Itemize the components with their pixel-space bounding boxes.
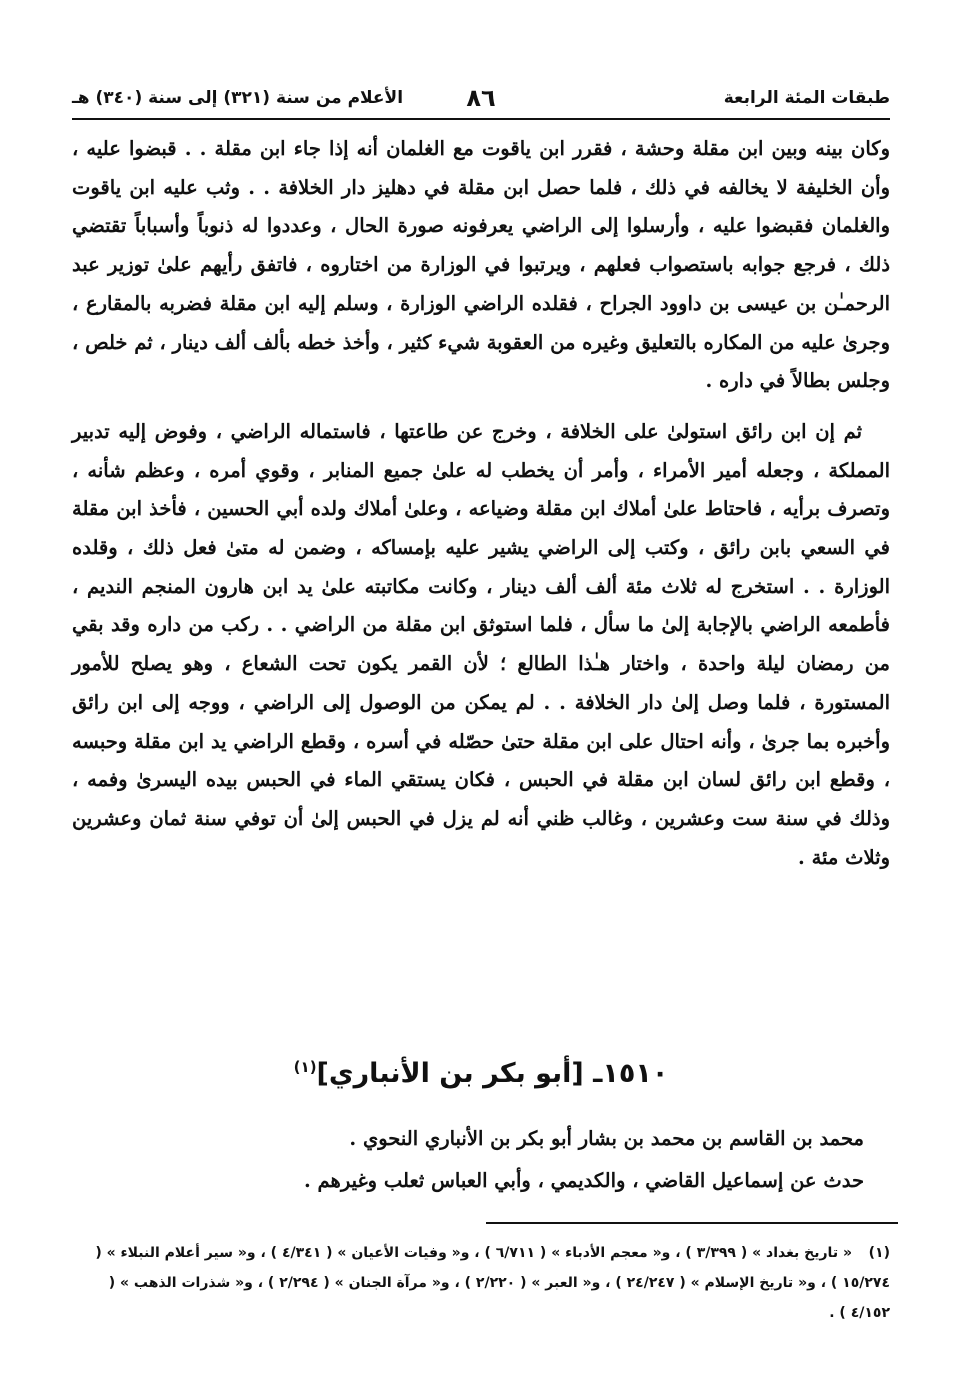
page-number: ٨٦ xyxy=(466,84,496,112)
main-text xyxy=(72,130,890,877)
footnote-divider xyxy=(486,1222,898,1224)
paragraph: وكان بينه وبين ابن مقلة وحشة ، فقرر ابن ياقوت مع الغلمان أنه إذا جاء ابن مقلة . . قبضوا عليه ، وأن الخليفة لا يخالفه في ذلك ، فلما حصل ابن مقلة في دهليز دار الخلافة . . وثب عليه ابن ياقوت والغلمان فقبضوا عليه ، وأرسلوا إلى الراضي يعرفونه صورة الحال ، وعددوا له ذنوباً وأسباباً تقتضي ذلك ، فرجع جوابه باستصواب فعلهم ، ويرتبوا في الوزارة من اختاروه ، فاتفق رأيهم علىٰ توزير عبد الرحمـٰن بن عيسى بن داوود الجراح ، فقلده الراضي الوزارة ، وسلم إليه ابن مقلة فضربه بالمقارع ، وجرىٰ عليه من المكاره بالتعليق وغيره من العقوبة شيء كثير ، وأخذ خطه بألف ألف دينار ، ثم خلص ، وجلس بطالاً في داره . xyxy=(71,137,890,393)
header-section-title: الأعلام من سنة (٣٢١) إلى سنة (٣٤٠) هـ xyxy=(72,88,404,108)
footnotes xyxy=(72,1238,890,1328)
entry-body xyxy=(72,1118,864,1202)
entry-heading xyxy=(72,1058,890,1089)
footnote-number: (١) xyxy=(868,1245,890,1261)
header-book-title: طبقات المئة الرابعة xyxy=(723,88,890,108)
footnote-text: « تاريخ بغداد » ( ٣/٣٩٩ ) ، و« معجم الأدباء » ( ٦/٧١١ ) ، و« وفيات الأعيان » ( ٤/٣٤١ ) ، و« سير أعلام النبلاء » ( ١٥/٢٧٤ ) ، و« تاريخ الإسلام » ( ٢٤/٢٤٧ ) ، و« العبر » ( ٢/٢٢٠ ) ، و« مرآة الجنان » ( ٢/٢٩٤ ) ، و« شذرات الذهب » ( ٤/١٥٢ ) . xyxy=(95,1245,890,1321)
entry-line: محمد بن القاسم بن محمد بن بشار أبو بكر بن الأنباري النحوي . xyxy=(349,1127,864,1150)
entry-heading-text: ١٥١٠ـ [أبو بكر بن الأنباري] xyxy=(316,1058,669,1089)
entry-line: حدث عن إسماعيل القاضي ، والكديمي ، وأبي العباس ثعلب وغيرهم . xyxy=(303,1169,864,1192)
footnote-reference: (١) xyxy=(293,1058,317,1076)
paragraph: ثم إن ابن رائق استولىٰ على الخلافة ، وخرج عن طاعتها ، فاستماله الراضي ، وفوض إليه تدبير المملكة ، وجعله أمير الأمراء ، وأمر أن يخطب له علىٰ جميع المنابر ، وقوي أمره ، وعظم شأنه ، وتصرف برأيه ، فاحتاط علىٰ أملاك ابن مقلة وضياعه ، وعلىٰ أملاك ولده أبي الحسين ، فأخذ ابن مقلة في السعي بابن رائق ، وكتب إلى الراضي يشير عليه بإمساكه ، وضمن له متىٰ فعل ذلك ، وقلده الوزارة . . استخرج له ثلاث مئة ألف ألف دينار ، وكانت مكاتبته علىٰ يد ابن هارون المنجم النديم ، فأطمعه الراضي بالإجابة إلىٰ ما سأل ، فلما استوثق ابن مقلة من الراضي . . ركب من داره وقد بقي من رمضان ليلة واحدة ، واختار هـٰذا الطالع ؛ لأن القمر يكون تحت الشعاع ، وهو يصلح للأمور المستورة ، فلما وصل إلىٰ دار الخلافة . . لم يمكن من الوصول إلى الراضي ، ووجه إلى ابن رائق وأخبره بما جرىٰ ، وأنه احتال على ابن مقلة حتىٰ حصّله في أسره ، وقطع الراضي يد ابن مقلة وحبسه ، وقطع ابن رائق لسان ابن مقلة في الحبس ، فكان يستقي الماء في الحبس بيده اليسرىٰ وفمه ، وذلك في سنة ست وعشرين ، وغالب ظني أنه لم يزل في الحبس إلىٰ أن توفي سنة ثمان وعشرين وثلاث مئة . xyxy=(72,419,890,869)
running-header xyxy=(72,84,890,118)
header-divider xyxy=(72,118,890,120)
